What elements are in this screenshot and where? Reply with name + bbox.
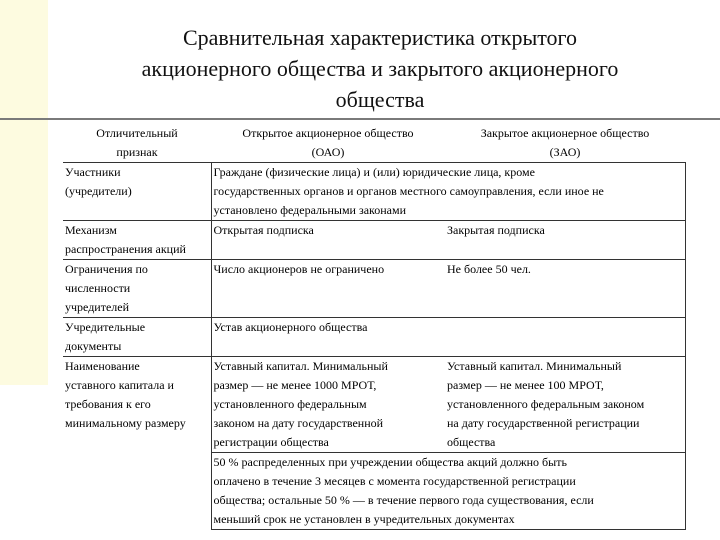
cell-text: установленного федеральным [213,397,367,411]
cell-text: Устав акционерного общества [213,320,368,334]
row-label [63,163,211,221]
header-text: (ЗАО) [549,145,581,159]
title-line: акционерного общества и закрытого акционерного [141,56,619,81]
cell-text: требования к его [65,397,151,411]
table-row [63,318,685,357]
cell-text: Уставный капитал. Минимальный [447,359,622,373]
row-label [63,318,211,357]
cell-text: Открытая подписка [213,223,314,237]
common-cell [211,453,685,530]
row-label [63,260,211,318]
cell-text: распространения акций [65,242,186,256]
cell-text: численности [65,281,131,295]
cell-text: законом на дату государственной [213,416,384,430]
header-zao [445,124,685,163]
cell-text: Не более 50 чел. [447,262,531,276]
cell-text: оплачено в течение 3 месяцев с момента государственной регистрации [213,474,576,488]
cell-text: документы [65,339,122,353]
common-cell [211,163,685,221]
row-label [63,357,211,530]
cell-text: Уставный капитал. Минимальный [213,359,388,373]
table-row [63,221,685,260]
cell-text: Участники [65,165,121,179]
cell-text: Учредительные [65,320,146,334]
cell-text: установлено федеральными законами [213,203,407,217]
oao-cell [211,260,445,318]
common-cell [211,318,685,357]
cell-text: Наименование [65,359,140,373]
table-row [63,163,685,221]
header-text: Закрытое акционерное общество [480,126,650,140]
header-feature [63,124,211,163]
zao-cell [445,260,685,318]
cell-text: минимальному размеру [65,416,186,430]
sidebar-band [0,0,48,385]
header-text: Отличительный [96,126,178,140]
cell-text: Механизм [65,223,117,237]
cell-text: меньший срок не установлен в учредительных документах [213,512,515,526]
header-text: признак [116,145,158,159]
oao-cell [211,221,445,260]
title-line: Сравнительная характеристика открытого [182,25,578,50]
cell-text: Закрытая подписка [447,223,545,237]
slide-title [60,22,700,115]
table-row [63,260,685,318]
comparison-table [63,124,686,530]
row-label [63,221,211,260]
table-row [63,357,685,453]
cell-text: государственных органов и органов местного самоуправления, если иное не [213,184,604,198]
cell-text: общества [447,435,496,449]
header-text: Открытое акционерное общество [242,126,414,140]
cell-text: 50 % распределенных при учреждении общества акций должно быть [213,455,567,469]
cell-text: на дату государственной регистрации [447,416,640,430]
cell-text: установленного федеральным законом [447,397,645,411]
zao-cell [445,357,685,453]
cell-text: размер — не менее 100 МРОТ, [447,378,604,392]
cell-text: (учредители) [65,184,132,198]
header-text: (ОАО) [311,145,345,159]
cell-text: размер — не менее 1000 МРОТ, [213,378,377,392]
table-header-row [63,124,685,163]
header-oao [211,124,445,163]
zao-cell [445,221,685,260]
cell-text: регистрации общества [213,435,329,449]
cell-text: Число акционеров не ограничено [213,262,385,276]
cell-text: общества; остальные 50 % — в течение первого года существования, если [213,493,594,507]
cell-text: уставного капитала и [65,378,174,392]
title-line: общества [335,87,425,112]
title-divider [0,118,720,120]
cell-text: учредителей [65,300,130,314]
cell-text: Граждане (физические лица) и (или) юридические лица, кроме [213,165,535,179]
oao-cell [211,357,445,453]
cell-text: Ограничения по [65,262,148,276]
